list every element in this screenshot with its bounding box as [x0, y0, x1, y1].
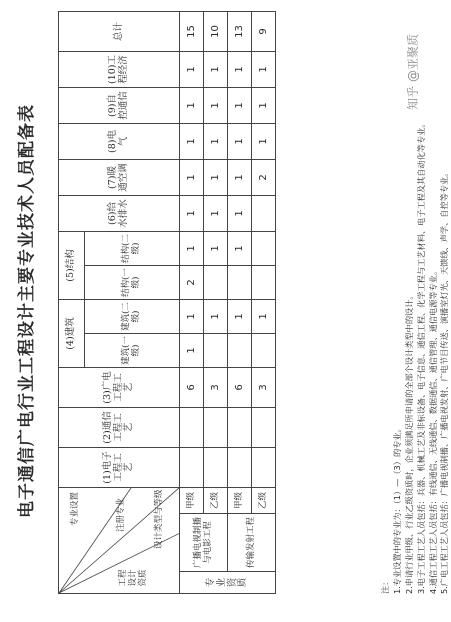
staff-count-cell: 1 [228, 159, 252, 195]
staff-count-cell: 1 [252, 51, 276, 87]
staff-count-cell [204, 333, 228, 367]
staff-count-cell: 3 [252, 367, 276, 407]
staff-count-cell: 1 [204, 231, 228, 265]
note-item: 3.电子工程工艺人员包括：兵器、机械工艺及非标设备、电子信息、通信工程、化学工程与工艺材料、电子工程及其自动化等专业。 [415, 119, 426, 594]
staff-count-cell: 1 [180, 299, 204, 333]
notes-heading: 注： [380, 577, 390, 594]
staff-count-cell [204, 265, 228, 299]
staff-count-cell: 1 [228, 51, 252, 87]
total-cell: 15 [180, 11, 204, 51]
col-header-7: (7)暖通空调 [59, 159, 180, 195]
staff-count-cell: 1 [252, 123, 276, 159]
row-grade: 甲级 [228, 487, 252, 513]
staff-count-cell [252, 333, 276, 367]
table-row [252, 11, 276, 593]
table-corner-cell [59, 487, 180, 593]
col-header-1: (1)电子工程工艺 [59, 447, 180, 487]
row-grade: 乙级 [252, 487, 276, 513]
staff-count-cell: 3 [204, 367, 228, 407]
corner-label-specialty: 专业设置 [70, 491, 80, 526]
staff-count-cell: 6 [180, 367, 204, 407]
staff-count-cell: 1 [228, 123, 252, 159]
document-title: 电子通信广电行业工程设计主要专业技术人员配备表 [17, 104, 37, 518]
sub-header-architecture-2: 建筑(二级) [85, 299, 180, 333]
table-row [180, 11, 204, 593]
table-body [180, 11, 276, 593]
row-group-label: 专业资质 [180, 572, 276, 594]
row-grade: 乙级 [204, 487, 228, 513]
row-design-type: 广播电视制播与电影工程 [180, 514, 228, 572]
sub-header-structure-2: 结构(二级) [85, 231, 180, 265]
staff-count-cell: 2 [252, 159, 276, 195]
table-row [204, 11, 228, 593]
staff-count-cell: 1 [180, 51, 204, 87]
staff-count-cell: 1 [228, 299, 252, 333]
staff-count-cell: 1 [180, 231, 204, 265]
staff-count-cell [252, 265, 276, 299]
col-header-5: (5)结构 [59, 231, 85, 299]
note-item: 4.通信工程工艺人员包括：有线通信、无线通信、数据通信、通信管理、通信电源等专业。 [427, 266, 438, 594]
staff-count-cell [252, 195, 276, 231]
corner-label-type: 设计类型与等级 [154, 489, 164, 549]
staff-count-cell: 2 [180, 265, 204, 299]
sub-header-architecture-1: 建筑(一级) [85, 333, 180, 367]
col-header-2: (2)通信工程工艺 [59, 407, 180, 447]
total-cell: 13 [228, 11, 252, 51]
corner-label-qualification: 工程设计资质 [118, 569, 148, 587]
staff-count-cell [228, 447, 252, 487]
total-cell: 10 [204, 11, 228, 51]
watermark: 知乎 @亚聚质 [406, 34, 420, 110]
staff-count-cell [204, 407, 228, 447]
row-grade: 甲级 [180, 487, 204, 513]
staff-count-cell: 1 [228, 195, 252, 231]
staff-count-cell [228, 265, 252, 299]
staff-count-cell: 1 [180, 333, 204, 367]
col-header-9: (9)自控通信 [59, 87, 180, 123]
staff-count-cell: 1 [228, 87, 252, 123]
col-header-6: (6)给水排水 [59, 195, 180, 231]
staff-count-cell [252, 231, 276, 265]
staff-count-cell [180, 407, 204, 447]
corner-label-registered: 注册专业 [116, 497, 126, 532]
staff-count-cell: 1 [228, 231, 252, 265]
total-cell: 9 [252, 11, 276, 51]
staff-count-cell [180, 447, 204, 487]
table-row [228, 11, 252, 593]
col-header-8: (8)电气 [59, 123, 180, 159]
note-item: 1.专业设置中的专业为：（1）—（3）的专业。 [391, 424, 402, 594]
staff-count-cell [228, 333, 252, 367]
note-item: 5.广电工程工艺人员包括：广播电视制播、广播电视发射、广电节目传送、演播室灯光、天馈线、声学、自控等专业。 [439, 168, 450, 594]
col-header-10: (10)工程经济 [59, 51, 180, 87]
staff-count-cell: 1 [204, 299, 228, 333]
staff-count-cell: 1 [204, 87, 228, 123]
staff-count-cell: 1 [180, 159, 204, 195]
staff-count-cell: 6 [228, 367, 252, 407]
staff-count-cell [228, 407, 252, 447]
note-item: 2.申请行业甲级、行业乙级资质时，企业须满足所申请的全部个设计类型中的设计。 [403, 291, 414, 594]
sub-header-structure-1: 结构(一级) [85, 265, 180, 299]
col-header-total: 总计 [59, 11, 180, 51]
staff-count-cell: 1 [204, 51, 228, 87]
staff-count-cell: 1 [180, 123, 204, 159]
staff-count-cell: 1 [180, 195, 204, 231]
staff-count-cell: 1 [204, 159, 228, 195]
staff-count-cell: 1 [252, 87, 276, 123]
staff-count-cell: 1 [252, 299, 276, 333]
staff-count-cell: 1 [180, 87, 204, 123]
col-header-3: (3)广电工程工艺 [59, 367, 180, 407]
staff-count-cell: 1 [204, 123, 228, 159]
staff-count-cell: 1 [204, 195, 228, 231]
staffing-table [58, 11, 276, 594]
staff-count-cell [252, 447, 276, 487]
staff-count-cell [252, 407, 276, 447]
staff-count-cell [204, 447, 228, 487]
col-header-4: (4)建筑 [59, 299, 85, 367]
row-design-type: 传输发射工程 [228, 514, 276, 572]
